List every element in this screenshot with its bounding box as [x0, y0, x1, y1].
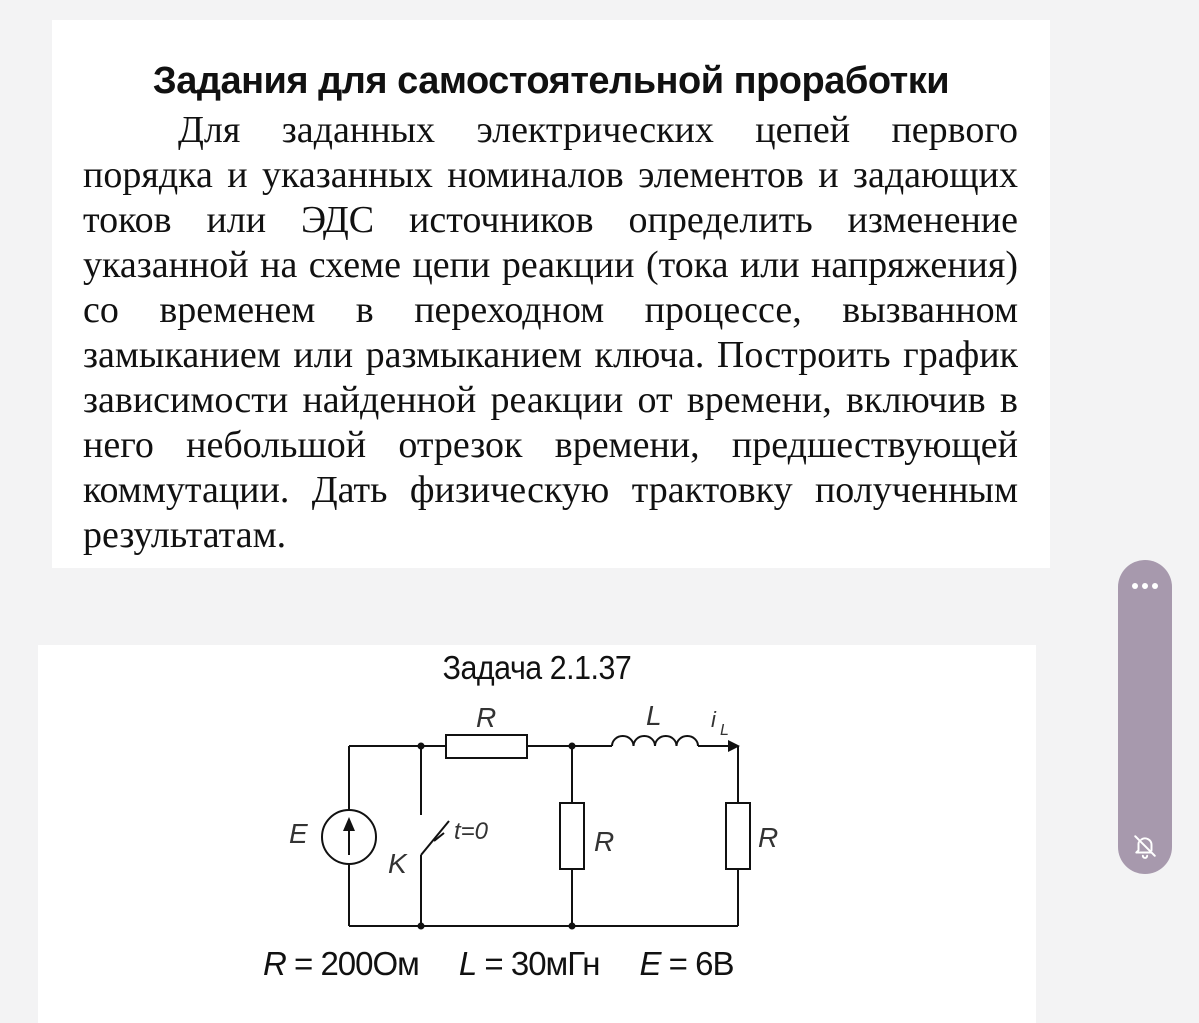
task-heading: Задача 2.1.37: [442, 649, 632, 686]
label-r-middle: R: [594, 826, 615, 857]
bell-off-icon: [1132, 833, 1158, 859]
param-e-value: = 6В: [660, 945, 734, 982]
label-source: E: [289, 818, 308, 849]
task-description: Для заданных электрических цепей первого порядка и указанных номиналов элементов и задающих токов или ЭДС источников определить изменение указанной на схеме цепи реакции (тока или напряжения) со временем в переходном процессе, вызванном замыканием или размыканием ключа. Построить график зависимости найденной реакции от времени, включив в него небольшой отрезок времени, предшествующей коммутации. Дать физическую трактовку полученным результатам.: [83, 109, 1018, 556]
resistor-top: [446, 735, 527, 758]
floating-side-panel[interactable]: [1118, 560, 1172, 874]
label-current-sub: L: [720, 722, 729, 739]
label-switch: K: [388, 848, 407, 879]
label-r-top: R: [476, 702, 497, 733]
more-options-button[interactable]: [1118, 568, 1172, 604]
param-r-value: = 200Ом: [285, 945, 419, 982]
document-page: [52, 20, 1050, 568]
label-inductor: L: [646, 700, 662, 731]
resistor-right: [726, 803, 750, 869]
param-l-symbol: L: [458, 945, 477, 982]
page-title: Задания для самостоятельной проработки: [152, 60, 950, 102]
param-r-symbol: R: [263, 945, 286, 982]
label-current: i: [711, 707, 716, 732]
param-e-symbol: E: [639, 945, 661, 982]
label-switch-time: t=0: [454, 818, 489, 845]
label-r-right: R: [758, 822, 779, 853]
param-l-value: = 30мГн: [476, 945, 600, 982]
circuit-diagram: [38, 645, 1036, 945]
parameters-line: [263, 945, 733, 983]
mute-notifications-button[interactable]: [1118, 826, 1172, 866]
task-card: [38, 645, 1036, 1023]
resistor-middle: [560, 803, 584, 869]
more-horizontal-icon: [1132, 583, 1158, 589]
